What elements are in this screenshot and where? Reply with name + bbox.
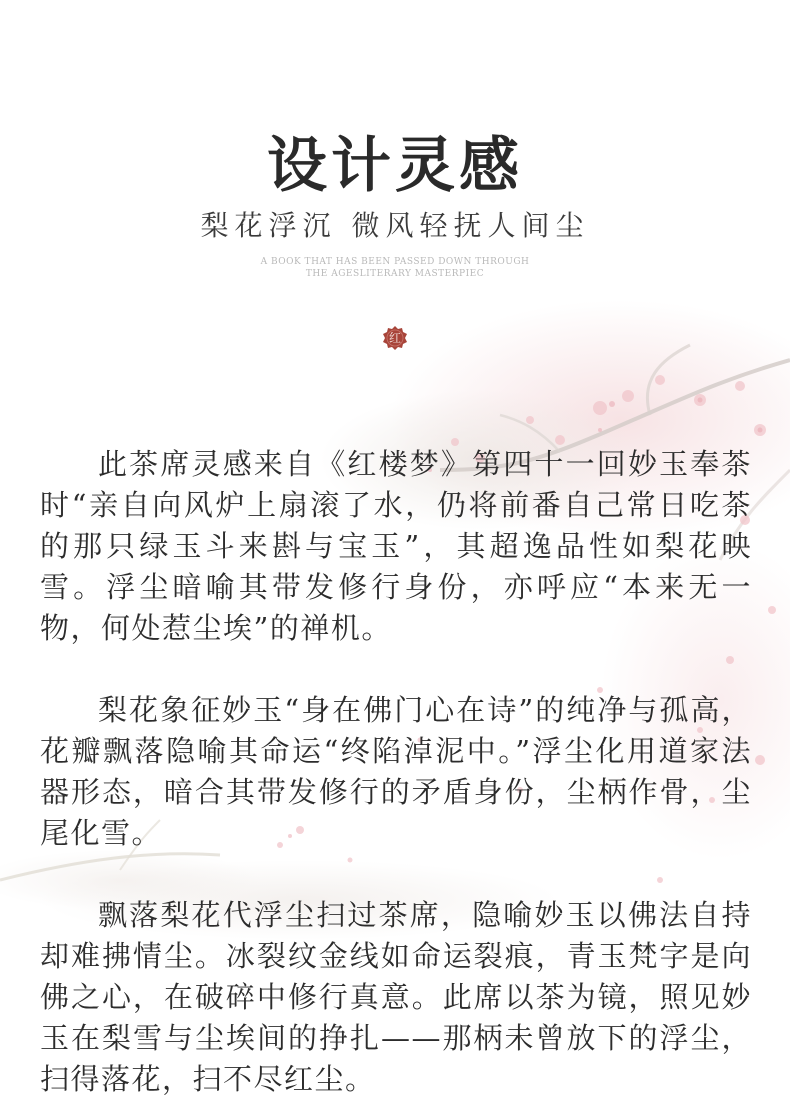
paragraph-1: 此茶席灵感来自《红楼梦》第四十一回妙玉奉茶时“亲自向风炉上扇滚了水，仍将前番自己常日吃茶的那只绿玉斗来斟与宝玉”，其超逸品性如梨花映雪。浮尘暗喻其带发修行身份，亦呼应“本来无一物，何处惹尘埃”的禅机。 [40,447,752,645]
page-title: 设计灵感 [267,131,523,202]
english-subtitle [0,256,790,280]
seal-character: 红 [388,331,401,345]
english-subtitle-line-2: THE AGESLITERARY MASTERPIEC [305,269,485,279]
page-subtitle: 梨花浮沉 微风轻抚人间尘 [200,209,590,242]
article-body [40,444,752,1100]
paragraph-2: 梨花象征妙玉“身在佛门心在诗”的纯净与孤高，花瓣飘落隐喻其命运“终陷淖泥中。”浮尘化用道家法器形态，暗合其带发修行的矛盾身份，尘柄作骨，尘尾化雪。 [40,693,752,850]
paragraph-3: 飘落梨花代浮尘扫过茶席，隐喻妙玉以佛法自持却难拂情尘。冰裂纹金线如命运裂痕，青玉梵字是向佛之心，在破碎中修行真意。此席以茶为镜，照见妙玉在梨雪与尘埃间的挣扎——那柄未曾放下的浮尘，扫得落花，扫不尽红尘。 [40,898,752,1096]
english-subtitle-line-1: A BOOK THAT HAS BEEN PASSED DOWN THROUGH [260,257,530,267]
seal-badge [382,325,408,351]
